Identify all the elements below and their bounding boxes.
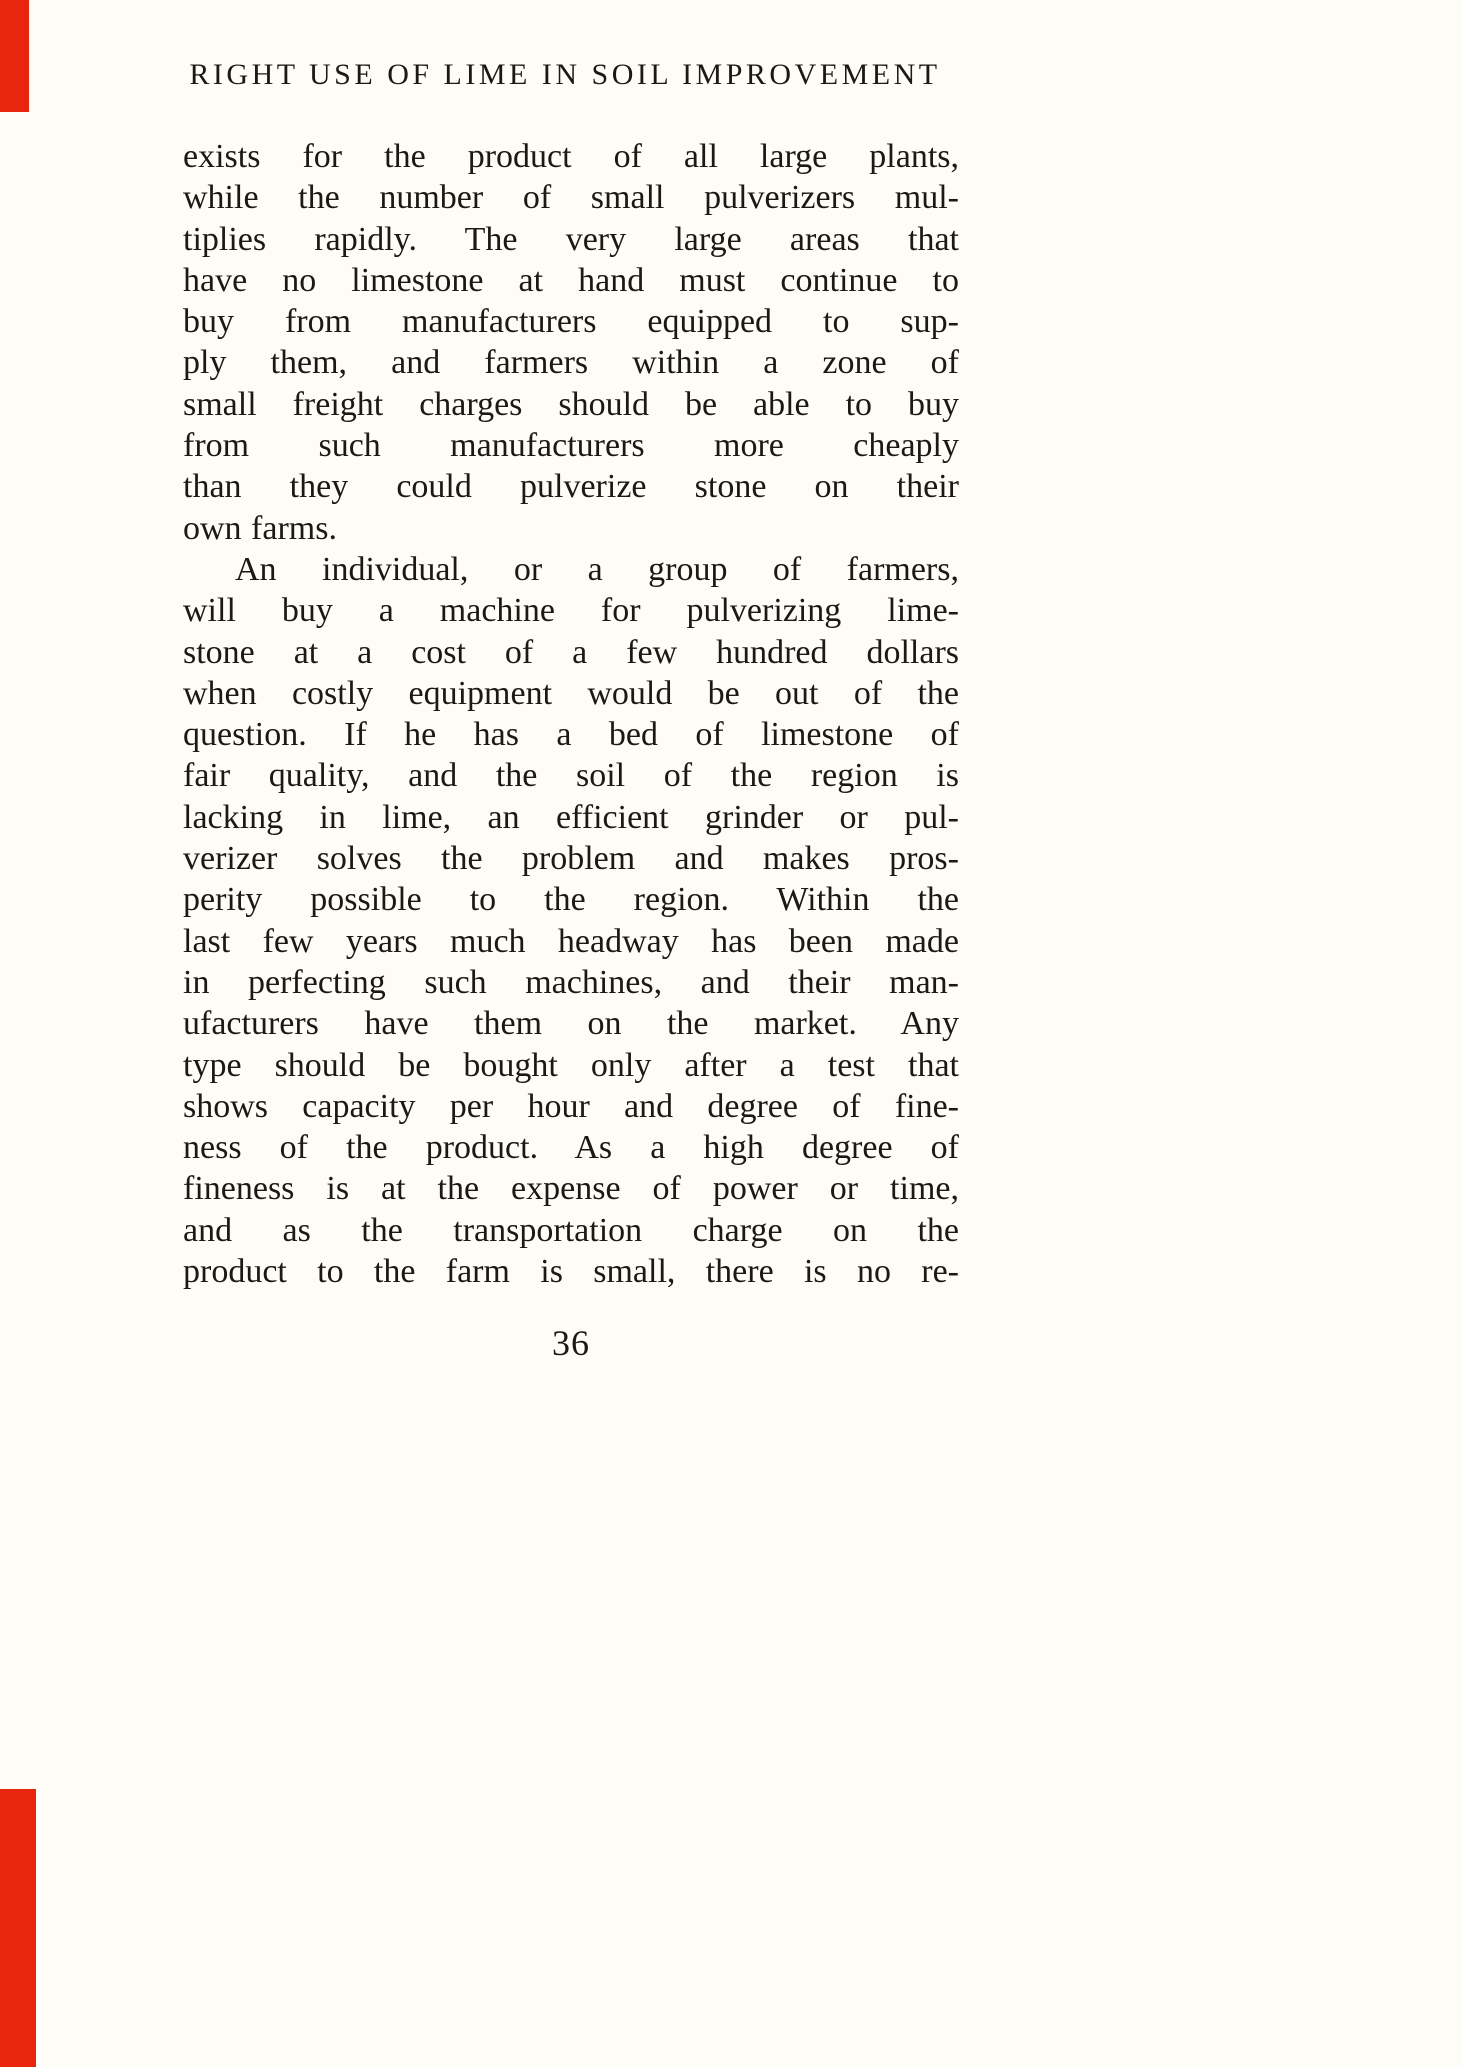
text-line: type should be bought only after a test that bbox=[183, 1046, 959, 1084]
text-line: small freight charges should be able to buy bbox=[183, 385, 959, 423]
text-line: when costly equipment would be out of the bbox=[183, 674, 959, 712]
text-line: fineness is at the expense of power or time, bbox=[183, 1170, 959, 1208]
text-line: verizer solves the problem and makes pros- bbox=[183, 840, 959, 878]
book-spine-red-strip-bottom bbox=[0, 1789, 36, 2067]
text-line: lacking in lime, an efficient grinder or pul- bbox=[183, 798, 959, 836]
text-line: fair quality, and the soil of the region is bbox=[183, 757, 959, 795]
body-text bbox=[183, 136, 959, 1292]
text-line: ply them, and farmers within a zone of bbox=[183, 344, 959, 382]
text-line: have no limestone at hand must continue to bbox=[183, 261, 959, 299]
text-line: and as the transportation charge on the bbox=[183, 1211, 959, 1249]
text-line: last few years much headway has been made bbox=[183, 922, 959, 960]
text-line: ufacturers have them on the market. Any bbox=[183, 1005, 959, 1043]
book-spine-red-strip-top bbox=[0, 0, 29, 112]
text-line: than they could pulverize stone on their bbox=[183, 468, 959, 506]
text-line: question. If he has a bed of limestone of bbox=[183, 716, 959, 754]
text-line: own farms. bbox=[183, 509, 337, 547]
text-line: product to the farm is small, there is no re- bbox=[183, 1253, 959, 1291]
text-line: tiplies rapidly. The very large areas that bbox=[183, 220, 959, 258]
text-line: perity possible to the region. Within the bbox=[183, 881, 959, 919]
running-header: RIGHT USE OF LIME IN SOIL IMPROVEMENT bbox=[189, 58, 941, 91]
text-line: exists for the product of all large plants, bbox=[183, 138, 959, 175]
text-line: while the number of small pulverizers mul- bbox=[183, 179, 959, 217]
text-line: in perfecting such machines, and their man- bbox=[183, 963, 959, 1001]
text-line: will buy a machine for pulverizing lime- bbox=[183, 592, 959, 630]
text-line: An individual, or a group of farmers, bbox=[235, 550, 959, 588]
text-line: stone at a cost of a few hundred dollars bbox=[183, 633, 959, 671]
text-line: ness of the product. As a high degree of bbox=[183, 1129, 959, 1167]
text-line: buy from manufacturers equipped to sup- bbox=[183, 303, 959, 341]
text-line: shows capacity per hour and degree of fine- bbox=[183, 1087, 959, 1125]
page-number: 36 bbox=[552, 1323, 590, 1363]
text-line: from such manufacturers more cheaply bbox=[183, 427, 959, 465]
